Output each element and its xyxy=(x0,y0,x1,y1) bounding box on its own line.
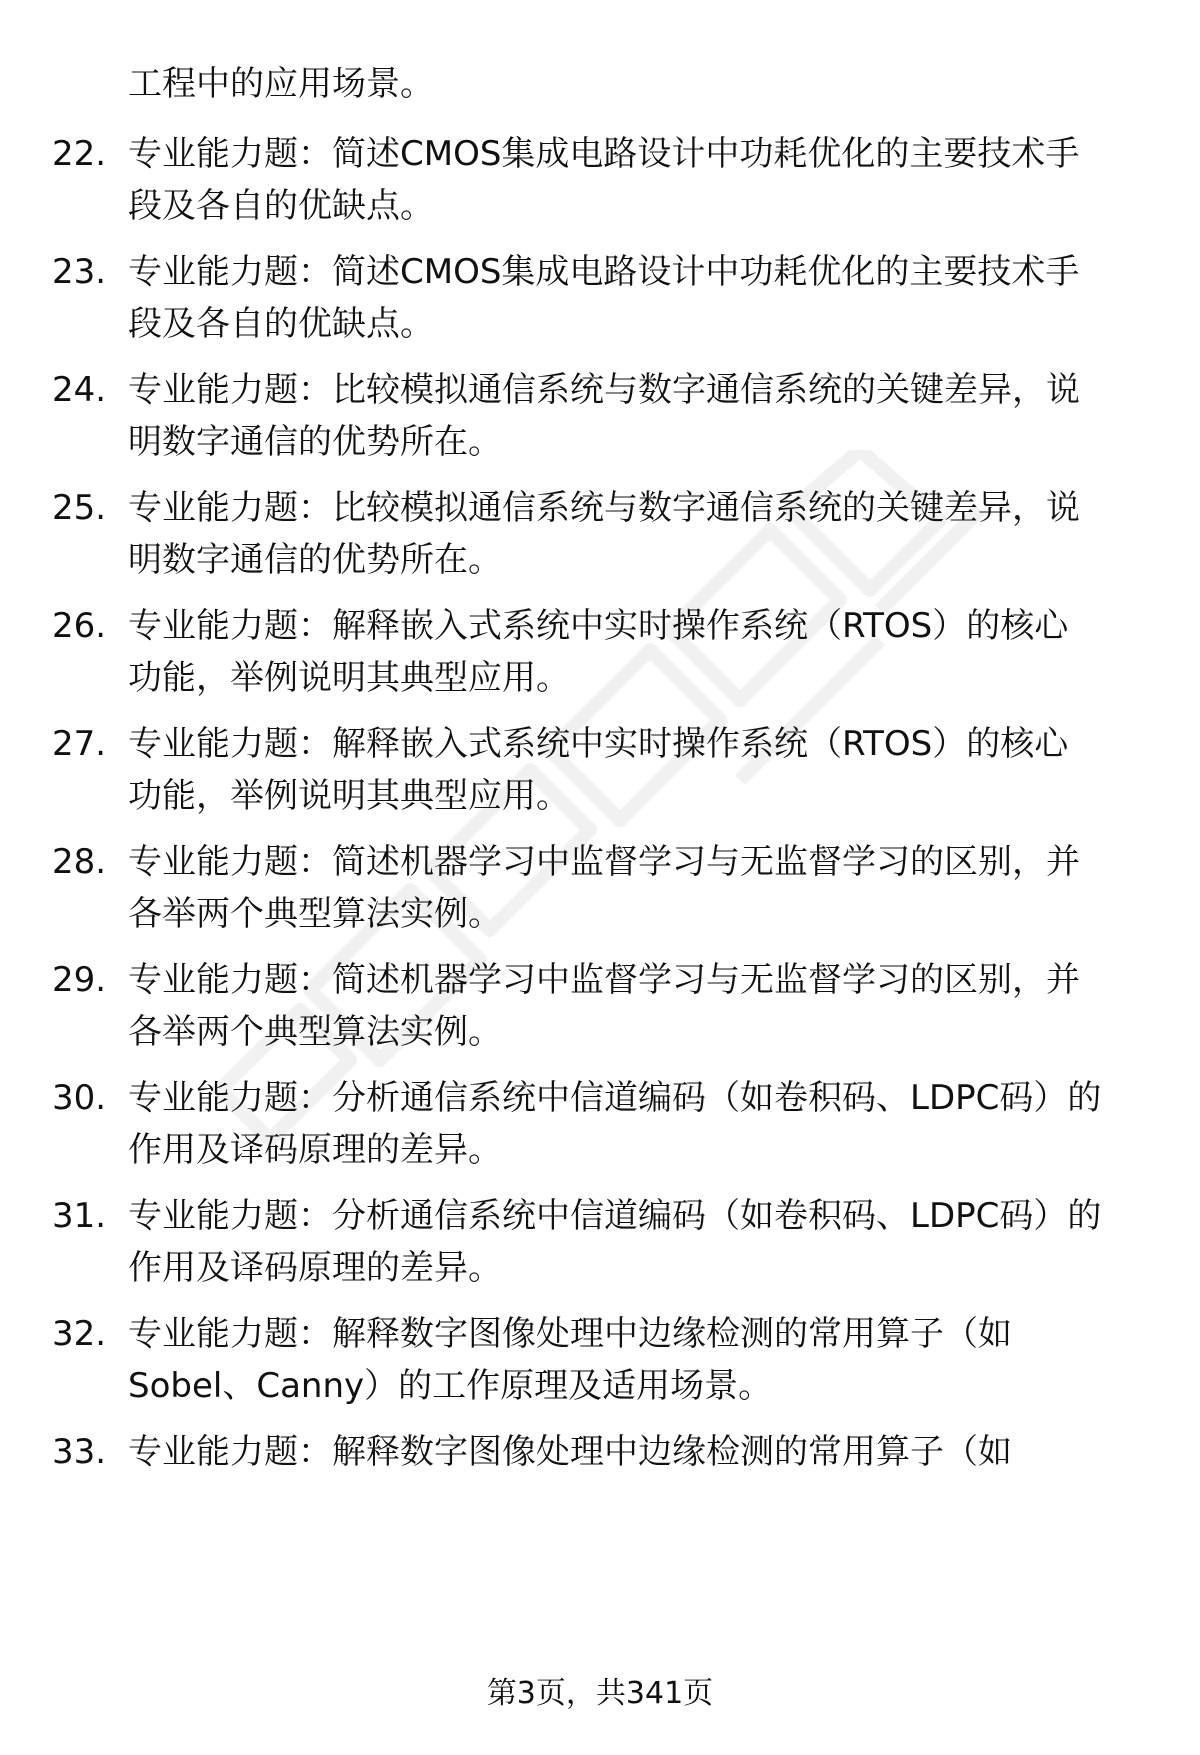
item-text-line: Sobel、Canny）的工作原理及适用场景。 xyxy=(128,1366,773,1406)
item-number: 30. xyxy=(52,1078,107,1118)
item-text-line: 专业能力题：比较模拟通信系统与数字通信系统的关键差异，说 xyxy=(128,370,1080,410)
item-text-line: 功能，举例说明其典型应用。 xyxy=(128,776,570,816)
item-text-line: 各举两个典型算法实例。 xyxy=(128,894,502,934)
item-text-line: 专业能力题：简述CMOS集成电路设计中功耗优化的主要技术手 xyxy=(128,134,1080,174)
item-text-line: 作用及译码原理的差异。 xyxy=(128,1130,502,1170)
item-text-line: 段及各自的优缺点。 xyxy=(128,304,434,344)
item-text-line: 明数字通信的优势所在。 xyxy=(128,540,502,580)
item-text-line: 明数字通信的优势所在。 xyxy=(128,422,502,462)
continuation-text: 工程中的应用场景。 xyxy=(128,64,434,104)
item-number: 23. xyxy=(52,252,107,292)
item-text-line: 专业能力题：解释数字图像处理中边缘检测的常用算子（如 xyxy=(128,1432,1012,1472)
item-text-line: 专业能力题：解释嵌入式系统中实时操作系统（RTOS）的核心 xyxy=(128,724,1069,764)
item-text-line: 作用及译码原理的差异。 xyxy=(128,1248,502,1288)
item-text-line: 功能，举例说明其典型应用。 xyxy=(128,658,570,698)
item-text-line: 专业能力题：简述CMOS集成电路设计中功耗优化的主要技术手 xyxy=(128,252,1080,292)
item-number: 32. xyxy=(52,1314,107,1354)
item-number: 25. xyxy=(52,488,107,528)
page-footer: 第3页，共341页 xyxy=(486,1676,714,1711)
item-number: 29. xyxy=(52,960,107,1000)
item-number: 27. xyxy=(52,724,107,764)
item-text-line: 专业能力题：简述机器学习中监督学习与无监督学习的区别，并 xyxy=(128,842,1080,882)
item-number: 22. xyxy=(52,134,107,174)
item-text-line: 专业能力题：比较模拟通信系统与数字通信系统的关键差异，说 xyxy=(128,488,1080,528)
item-number: 31. xyxy=(52,1196,107,1236)
item-text-line: 段及各自的优缺点。 xyxy=(128,186,434,226)
item-text-line: 专业能力题：简述机器学习中监督学习与无监督学习的区别，并 xyxy=(128,960,1080,1000)
item-number: 33. xyxy=(52,1432,107,1472)
item-text-line: 专业能力题：分析通信系统中信道编码（如卷积码、LDPC码）的 xyxy=(128,1078,1102,1118)
item-number: 28. xyxy=(52,842,107,882)
item-text-line: 各举两个典型算法实例。 xyxy=(128,1012,502,1052)
item-text-line: 专业能力题：分析通信系统中信道编码（如卷积码、LDPC码）的 xyxy=(128,1196,1102,1236)
item-number: 26. xyxy=(52,606,107,646)
item-text-line: 专业能力题：解释嵌入式系统中实时操作系统（RTOS）的核心 xyxy=(128,606,1069,646)
item-number: 24. xyxy=(52,370,107,410)
item-text-line: 专业能力题：解释数字图像处理中边缘检测的常用算子（如 xyxy=(128,1314,1012,1354)
